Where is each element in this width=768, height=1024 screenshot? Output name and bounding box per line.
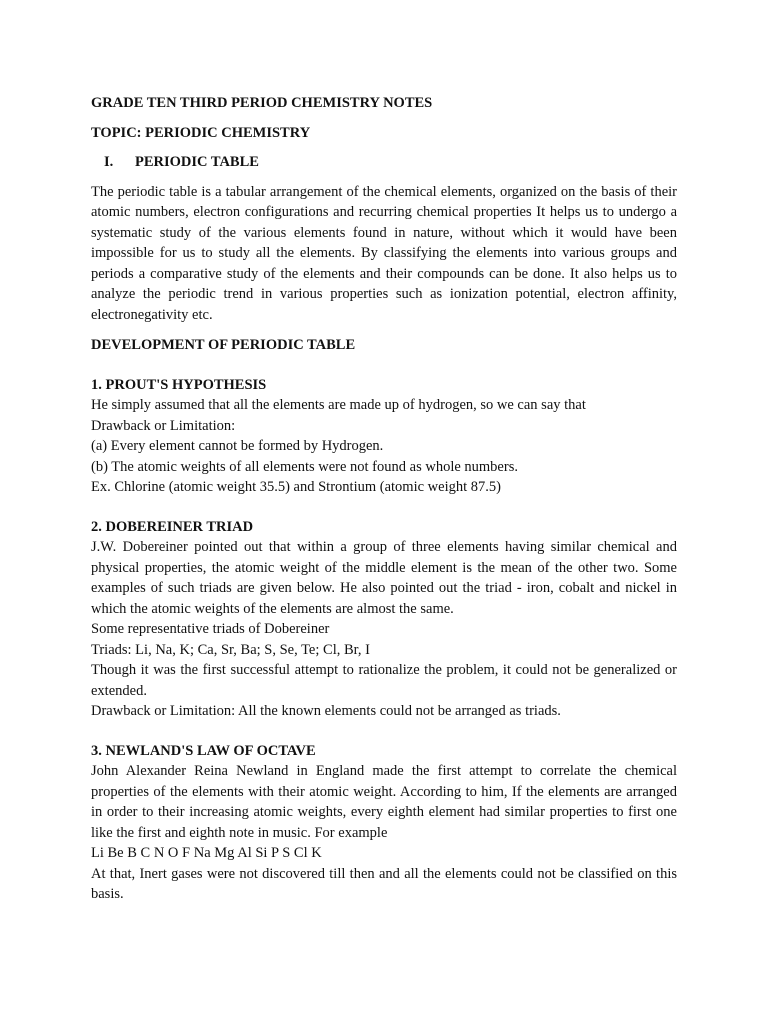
dobereiner-drawback: Drawback or Limitation: All the known elements could not be arranged as triads. xyxy=(91,703,561,719)
section-heading-periodic-table xyxy=(91,152,677,173)
dobereiner-attempt-paragraph: Though it was the first successful attempt to rationalize the problem, it could not be generalized or extended. xyxy=(91,662,677,699)
prout-heading: 1. PROUT'S HYPOTHESIS xyxy=(91,376,267,393)
prout-drawback-b: (b) The atomic weights of all elements were not found as whole numbers. xyxy=(91,458,518,475)
document-page xyxy=(91,93,677,924)
newland-element-sequence: Li Be B C N O F Na Mg Al Si P S Cl K xyxy=(91,845,322,861)
dobereiner-triads-intro: Some representative triads of Dobereiner xyxy=(91,621,330,637)
dobereiner-paragraph: J.W. Dobereiner pointed out that within a group of three elements having similar chemical and physical properties, the atomic weight of the middle element is the mean of the other two. Some examples of such triads are given below. He also pointed out the triad - iron, cobalt and nickel in which the atomic weights of the elements are almost the same. xyxy=(91,539,677,617)
dobereiner-heading: 2. DOBEREINER TRIAD xyxy=(91,518,254,535)
newland-conclusion: At that, Inert gases were not discovered till then and all the elements could not be classified on this basis. xyxy=(91,865,677,902)
newland-section xyxy=(91,741,677,905)
intro-paragraph: The periodic table is a tabular arrangement of the chemical elements, organized on the basis of their atomic numbers, electron configurations and recurring chemical properties It helps us to undergo a systematic study of the various elements found in nature, without which it would have been impossible for us to study all the elements. By classifying the elements into various groups and periods a comparative study of the elements and their compounds can be done. It also helps us to analyze the periodic trend in various properties such as ionization potential, electron affinity, electronegativity etc. xyxy=(91,183,677,323)
newland-heading: 3. NEWLAND'S LAW OF OCTAVE xyxy=(91,742,316,759)
prout-drawback-a: (a) Every element cannot be formed by Hydrogen. xyxy=(91,438,384,454)
development-heading: DEVELOPMENT OF PERIODIC TABLE xyxy=(91,337,356,353)
topic-heading: TOPIC: PERIODIC CHEMISTRY xyxy=(91,124,311,141)
prout-section xyxy=(91,375,677,498)
dobereiner-section xyxy=(91,517,677,722)
prout-line: He simply assumed that all the elements are made up of hydrogen, so we can say that xyxy=(91,397,586,413)
section-label: PERIODIC TABLE xyxy=(135,154,259,170)
prout-example: Ex. Chlorine (atomic weight 35.5) and Strontium (atomic weight 87.5) xyxy=(91,479,501,495)
section-numeral: I. xyxy=(104,154,114,170)
newland-paragraph: John Alexander Reina Newland in England made the first attempt to correlate the chemical properties of the elements with their atomic weight. According to him, If the elements are arranged in order to their increasing atomic weights, every eighth element had similar properties to first one like the first and eighth note in music. For example xyxy=(91,763,677,841)
dobereiner-triads-list: Triads: Li, Na, K; Ca, Sr, Ba; S, Se, Te; Cl, Br, I xyxy=(91,641,370,658)
prout-drawback-label: Drawback or Limitation: xyxy=(91,417,236,434)
document-title: GRADE TEN THIRD PERIOD CHEMISTRY NOTES xyxy=(91,95,433,111)
